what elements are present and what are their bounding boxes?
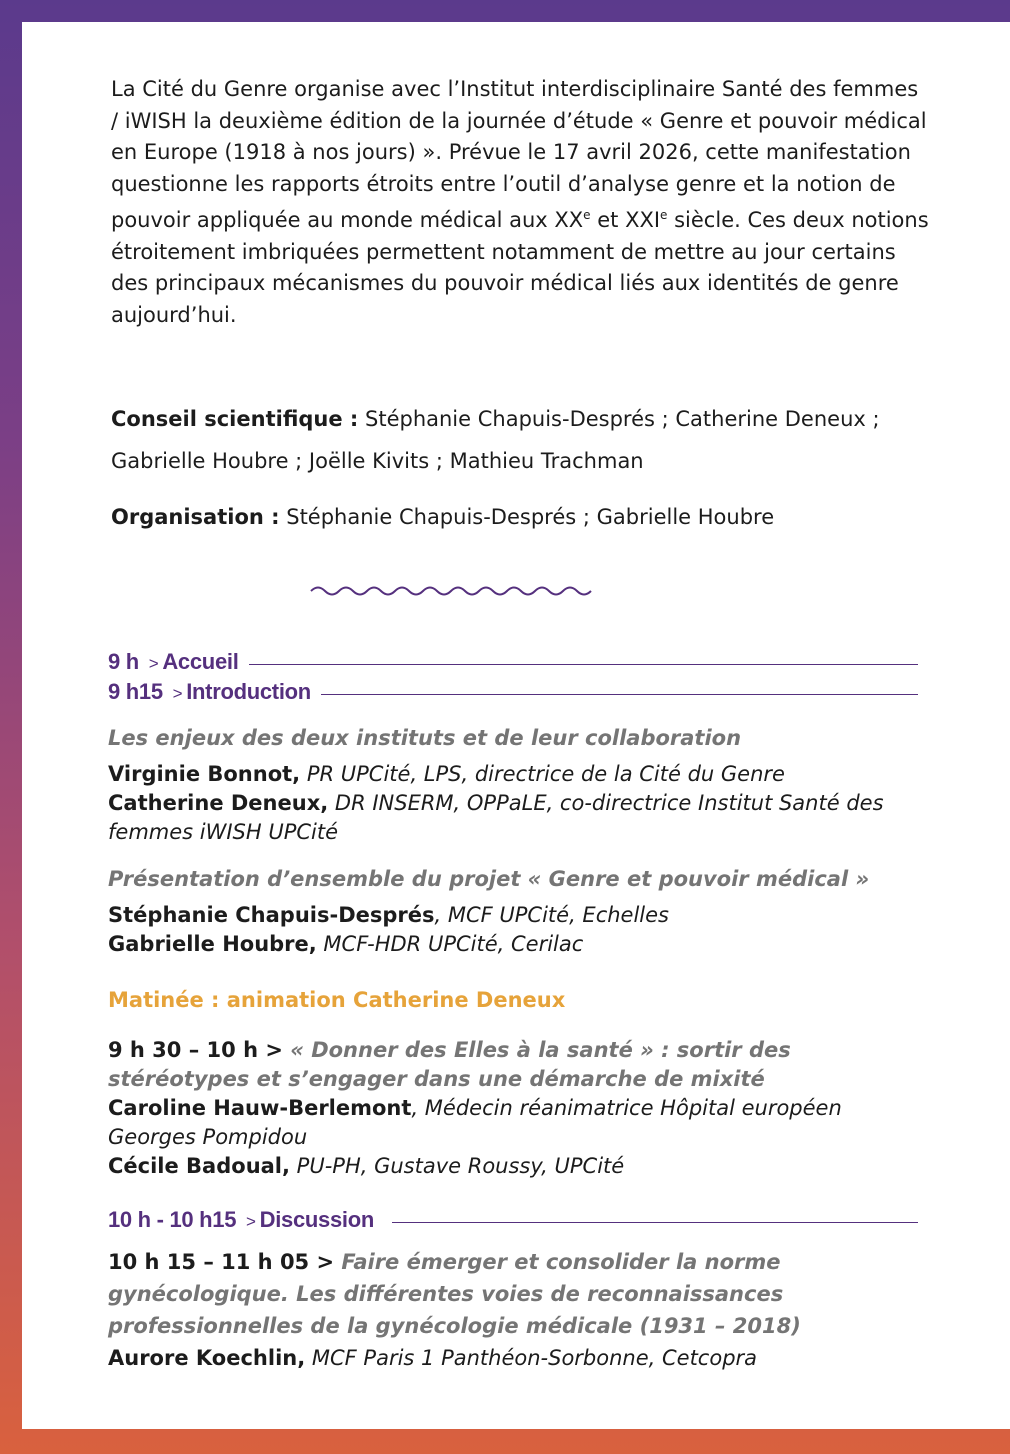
talk1-title: « Donner des Elles à la santé » : sortir des stéréotypes et s’engager dans une démarche de mixité: [108, 1038, 791, 1091]
schedule-accueil: [108, 648, 918, 676]
block1-speakers: Virginie Bonnot, PR UPCité, LPS, directrice de la Cité du Genre Catherine Deneux, DR INSERM, OPPaLE, co-directrice Institut Santé des femmes iWISH UPCité: [108, 762, 884, 844]
conseil-scientifique: [111, 398, 951, 482]
schedule-introduction-label: 9 h15 > Introduction: [108, 679, 311, 704]
intro-text-part3: siècle. Ces deux notions étroitement imbriquées permettent notamment de mettre au jour certains des principaux mécanismes du pouvoir médical liés aux identités de genre aujourd’hui.: [111, 208, 929, 327]
page-sheet: [22, 22, 1010, 1429]
talk2-time: 10 h 15 – 11 h 05 >: [108, 1250, 335, 1274]
conseil-names-line2: Gabrielle Houbre ; Joëlle Kivits ; Mathieu Trachman: [111, 449, 644, 473]
schedule-rule: [392, 1222, 918, 1223]
schedule-accueil-label: 9 h > Accueil: [108, 649, 239, 674]
intro-sup: e: [660, 208, 668, 222]
schedule-introduction: [108, 678, 918, 706]
schedule-rule: [321, 694, 918, 695]
intro-text-part2: et XXI: [590, 208, 661, 232]
schedule-rule: [249, 664, 918, 665]
schedule-discussion: [108, 1206, 918, 1234]
organisation-names: Stéphanie Chapuis-Després ; Gabrielle Houbre: [279, 505, 775, 529]
talk1: 9 h 30 – 10 h > « Donner des Elles à la santé » : sortir des stéréotypes et s’engager dans une démarche de mixité Caroline Hauw-Berlemont, Médecin réanimatrice Hôpital européen Georges Pompidou Cécile Badoual, PU-PH, Gustave Roussy, UPCité: [108, 1038, 842, 1178]
intro-paragraph: [111, 74, 931, 331]
organisation-label: Organisation :: [111, 505, 280, 529]
talk2-title: Faire émerger et consolider la norme gynécologique. Les différentes voies de reconnaissances professionnelles de la gynécologie médicale (1931 – 2018): [108, 1250, 801, 1338]
talk2: 10 h 15 – 11 h 05 > Faire émerger et consolider la norme gynécologique. Les différentes voies de reconnaissances professionnelles de la gynécologie médicale (1931 – 2018) Aurore Koechlin, MCF Paris 1 Panthéon-Sorbonne, Cetcopra: [108, 1250, 801, 1370]
schedule-discussion-label: 10 h - 10 h15 > Discussion: [108, 1207, 374, 1232]
talk1-time: 9 h 30 – 10 h >: [108, 1038, 283, 1062]
intro-text-part1: La Cité du Genre organise avec l’Institut interdisciplinaire Santé des femmes / iWISH la deuxième édition de la journée d’étude « Genre et pouvoir médical en Europe (1918 à nos jours) ». Prévue le 17 avril 2026, cette manifestation questionne les rapports étroits entre l’outil d’analyse genre et la notion de pouvoir appliquée au monde médical aux XX: [111, 77, 927, 232]
block2-title: Présentation d’ensemble du projet « Genre et pouvoir médical »: [108, 867, 870, 891]
conseil-names-line1: Stéphanie Chapuis-Després ; Catherine Deneux ;: [358, 407, 880, 431]
block2-speakers: Stéphanie Chapuis-Després, MCF UPCité, Echelles Gabrielle Houbre, MCF-HDR UPCité, Cerilac: [108, 903, 669, 956]
organisation: [111, 496, 951, 538]
wave-divider: [310, 582, 592, 600]
intro-sup: e: [583, 208, 591, 222]
conseil-label: Conseil scientifique :: [111, 407, 359, 431]
block1-title: Les enjeux des deux instituts et de leur collaboration: [108, 726, 742, 750]
session-heading: Matinée : animation Catherine Deneux: [108, 988, 566, 1012]
